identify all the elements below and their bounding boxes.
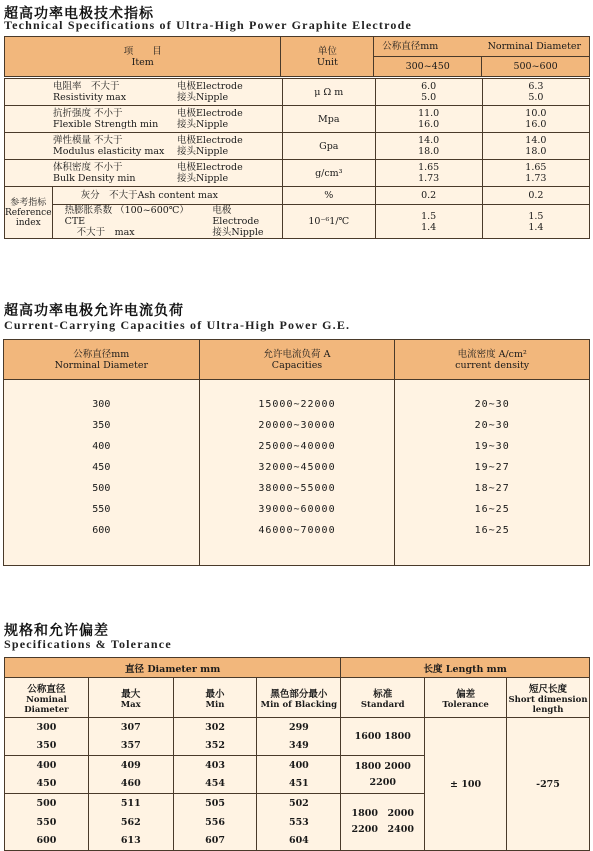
column-header <box>425 678 507 718</box>
value-electrode: 6.0 <box>421 81 437 92</box>
cell: 299 <box>257 718 341 737</box>
spec-tolerance-row <box>5 718 590 737</box>
cell: 505 <box>173 794 257 813</box>
capacity-value: 25000~40000 <box>258 441 336 452</box>
cell: 502 <box>257 794 341 813</box>
capacity-value: 15000~22000 <box>258 399 336 410</box>
density-value: 19~30 <box>474 441 510 452</box>
capacity-column <box>199 380 395 566</box>
cte-value-b1: 1.5 <box>528 210 544 222</box>
section3-title-cn: 规格和允许偏差 <box>4 623 109 639</box>
header-unit <box>281 37 374 77</box>
header-unit-cn: 单位 <box>317 45 337 57</box>
cte-part-nipple: 接头Nipple <box>212 227 264 238</box>
spec-unit: μ Ω m <box>283 79 376 106</box>
density-value: 20~30 <box>474 420 510 431</box>
spec-row-label <box>5 79 283 106</box>
density-value: 19~27 <box>474 462 510 473</box>
header-current-density <box>395 340 590 380</box>
reference-label-en1: Reference <box>5 207 52 218</box>
cell: 600 <box>5 832 89 851</box>
cte-part-electrode: 电极Electrode <box>212 205 260 227</box>
standard-length: 1800 2000 <box>351 808 414 819</box>
cell: 400 <box>257 756 341 775</box>
part-electrode: 电极Electrode <box>177 162 243 173</box>
current-capacity-table <box>3 339 590 566</box>
spec-value-a <box>375 106 482 133</box>
part-nipple: 接头Nipple <box>177 119 229 130</box>
value-electrode: 11.0 <box>418 108 440 119</box>
cell: 450 <box>5 775 89 794</box>
column-header-cn: 公称直径 <box>27 683 66 695</box>
column-header <box>5 678 89 718</box>
spec-row <box>5 133 590 160</box>
header-range-2: 500~600 <box>482 57 590 77</box>
density-value: 16~25 <box>474 525 510 536</box>
header-diameter-cn: 公称直径mm <box>382 41 439 52</box>
column-header-cn: 短尺长度 <box>529 683 568 695</box>
ash-content-label: 灰分 不大于Ash content max <box>52 187 282 205</box>
cte-line1: 热膨胀系数 （100~600℃） CTE <box>64 205 189 227</box>
column-header-en: Max <box>120 699 141 710</box>
cell: 403 <box>173 756 257 775</box>
column-header <box>173 678 257 718</box>
cte-line2: 不大于 max <box>76 227 135 238</box>
reference-label-en2: index <box>15 217 41 228</box>
diameter-value: 400 <box>92 441 111 452</box>
density-value: 18~27 <box>474 483 510 494</box>
capacity-value: 39000~60000 <box>258 504 336 515</box>
column-header-en: Short dimension length <box>508 694 588 715</box>
diameter-value: 300 <box>92 399 111 410</box>
diameter-column <box>4 380 200 566</box>
column-header <box>507 678 590 718</box>
value-nipple: 18.0 <box>418 146 440 157</box>
cell: 460 <box>88 775 173 794</box>
column-header-cn: 最小 <box>205 688 225 700</box>
column-header <box>257 678 341 718</box>
spec-row-label <box>5 106 283 133</box>
density-column <box>395 380 590 566</box>
header-capacities <box>199 340 395 380</box>
value-nipple: 16.0 <box>525 119 547 130</box>
density-value: 20~30 <box>474 399 510 410</box>
header-diameter <box>374 37 590 57</box>
part-electrode: 电极Electrode <box>177 135 243 146</box>
part-nipple: 接头Nipple <box>177 173 229 184</box>
density-value: 16~25 <box>474 504 510 515</box>
section2-title-cn: 超高功率电极允许电流负荷 <box>4 303 184 319</box>
standard-length: 1800 2000 2200 <box>354 760 411 788</box>
header-unit-en: Unit <box>316 56 338 68</box>
spec-value-a <box>375 133 482 160</box>
column-header-en: Standard <box>360 699 405 710</box>
standard-cell <box>341 794 425 851</box>
standard-cell <box>341 718 425 756</box>
spec-value-b <box>482 106 589 133</box>
spec-row <box>5 106 590 133</box>
diameter-value: 350 <box>92 420 111 431</box>
cell: 553 <box>257 813 341 832</box>
cell: 550 <box>5 813 89 832</box>
cell: 613 <box>88 832 173 851</box>
spec-name-cn: 体积密度 不小于 <box>53 162 123 173</box>
standard-cell <box>341 756 425 794</box>
spec-row <box>5 79 590 106</box>
spec-name-cn: 抗折强度 不小于 <box>53 108 123 119</box>
cte-unit: 10⁻⁶1/℃ <box>283 205 376 239</box>
cell: 604 <box>257 832 341 851</box>
ash-unit: % <box>283 187 376 205</box>
cell: 357 <box>88 737 173 756</box>
part-electrode: 电极Electrode <box>177 108 243 119</box>
section1-title-en: Technical Specifications of Ultra-High Power Graphite Electrode <box>4 18 413 32</box>
tolerance-cell: ± 100 <box>425 718 507 851</box>
column-header-en: Nominal Diameter <box>24 694 69 715</box>
group-diameter: 直径 Diameter mm <box>5 658 341 678</box>
spec-row <box>5 160 590 187</box>
cell: 607 <box>173 832 257 851</box>
value-nipple: 16.0 <box>418 119 440 130</box>
capacity-value: 46000~70000 <box>258 525 336 536</box>
spec-value-b <box>482 133 589 160</box>
column-header-cn: 最大 <box>121 688 141 700</box>
column-header-cn: 偏差 <box>456 688 476 700</box>
cell: 307 <box>88 718 173 737</box>
reference-label-cn: 参考指标 <box>10 197 47 208</box>
spec-row-label <box>5 133 283 160</box>
cell: 562 <box>88 813 173 832</box>
short-length-cell: -275 <box>507 718 590 851</box>
header-diameter-cn: 公称直径mm <box>73 348 130 360</box>
header-capacities-cn: 允许电流负荷 A <box>263 348 331 360</box>
cte-value-a <box>375 205 482 239</box>
value-electrode: 1.65 <box>525 162 547 173</box>
header-range-1: 300~450 <box>374 57 482 77</box>
cte-value-b2: 1.4 <box>528 221 544 233</box>
spec-name-en: Bulk Density min <box>53 173 136 184</box>
spec-value-a <box>375 160 482 187</box>
value-electrode: 6.3 <box>528 81 544 92</box>
technical-spec-table <box>4 36 590 77</box>
cell: 511 <box>88 794 173 813</box>
column-header-en: Min of Blacking <box>260 699 338 710</box>
cte-value-a2: 1.4 <box>421 221 437 233</box>
cell: 454 <box>173 775 257 794</box>
cte-label <box>52 205 282 239</box>
spec-row-label <box>5 160 283 187</box>
part-nipple: 接头Nipple <box>177 92 229 103</box>
cte-value-b <box>482 205 589 239</box>
column-header <box>341 678 425 718</box>
spec-tolerance-table <box>4 657 590 851</box>
cell: 556 <box>173 813 257 832</box>
value-nipple: 1.73 <box>525 173 547 184</box>
section2-title-en: Current-Carrying Capacities of Ultra-High Power G.E. <box>4 318 351 332</box>
value-nipple: 18.0 <box>525 146 547 157</box>
reference-label <box>5 187 53 239</box>
ash-value-a: 0.2 <box>375 187 482 205</box>
spec-name-en: Resistivity max <box>53 92 127 103</box>
diameter-value: 450 <box>92 462 111 473</box>
capacity-value: 38000~55000 <box>258 483 336 494</box>
spec-name-en: Modulus elasticity max <box>53 146 165 157</box>
header-item <box>5 37 281 77</box>
value-electrode: 10.0 <box>525 108 547 119</box>
diameter-value: 500 <box>92 483 111 494</box>
diameter-value: 600 <box>92 525 111 536</box>
header-nominal-diameter <box>4 340 200 380</box>
cte-value-a1: 1.5 <box>421 210 437 222</box>
value-electrode: 14.0 <box>525 135 547 146</box>
group-length: 长度 Length mm <box>341 658 590 678</box>
cell: 350 <box>5 737 89 756</box>
column-header-cn: 黑色部分最小 <box>270 688 328 700</box>
value-nipple: 1.73 <box>418 173 440 184</box>
spec-name-cn: 弹性模量 不大于 <box>53 135 123 146</box>
value-nipple: 5.0 <box>528 92 544 103</box>
header-diameter-en: Norminal Diameter <box>487 41 581 52</box>
ash-value-b: 0.2 <box>482 187 589 205</box>
cell: 451 <box>257 775 341 794</box>
header-diameter-en: Norminal Diameter <box>54 359 149 371</box>
section3-title-en: Specifications & Tolerance <box>4 637 172 651</box>
standard-length: 1600 1800 <box>354 730 411 742</box>
capacity-value: 32000~45000 <box>258 462 336 473</box>
spec-value-a <box>375 79 482 106</box>
cell: 409 <box>88 756 173 775</box>
column-header-en: Min <box>205 699 225 710</box>
cell: 400 <box>5 756 89 775</box>
part-nipple: 接头Nipple <box>177 146 229 157</box>
column-header-en: Tolerance <box>442 699 489 710</box>
spec-value-b <box>482 160 589 187</box>
cell: 349 <box>257 737 341 756</box>
part-electrode: 电极Electrode <box>177 81 243 92</box>
spec-unit: g/cm³ <box>283 160 376 187</box>
header-density-en: current density <box>455 359 530 371</box>
capacity-value: 20000~30000 <box>258 420 336 431</box>
section1-title-cn: 超高功率电极技术指标 <box>4 6 154 22</box>
value-nipple: 5.0 <box>421 92 437 103</box>
value-electrode: 14.0 <box>418 135 440 146</box>
technical-spec-body <box>4 78 590 239</box>
spec-value-b <box>482 79 589 106</box>
spec-name-cn: 电阻率 不大于 <box>53 81 120 92</box>
value-electrode: 1.65 <box>418 162 440 173</box>
cell: 500 <box>5 794 89 813</box>
spec-name-en: Flexible Strength min <box>53 119 159 130</box>
cell: 300 <box>5 718 89 737</box>
header-item-cn: 项 目 <box>123 45 162 57</box>
cell: 352 <box>173 737 257 756</box>
spec-unit: Mpa <box>283 106 376 133</box>
column-header-cn: 标准 <box>373 688 393 700</box>
column-header <box>88 678 173 718</box>
header-density-cn: 电流密度 A/cm² <box>457 348 527 360</box>
header-item-en: Item <box>131 56 154 68</box>
spec-unit: Gpa <box>283 133 376 160</box>
cell: 302 <box>173 718 257 737</box>
diameter-value: 550 <box>92 504 111 515</box>
standard-length: 2200 2400 <box>351 824 414 835</box>
header-capacities-en: Capacities <box>271 359 323 371</box>
